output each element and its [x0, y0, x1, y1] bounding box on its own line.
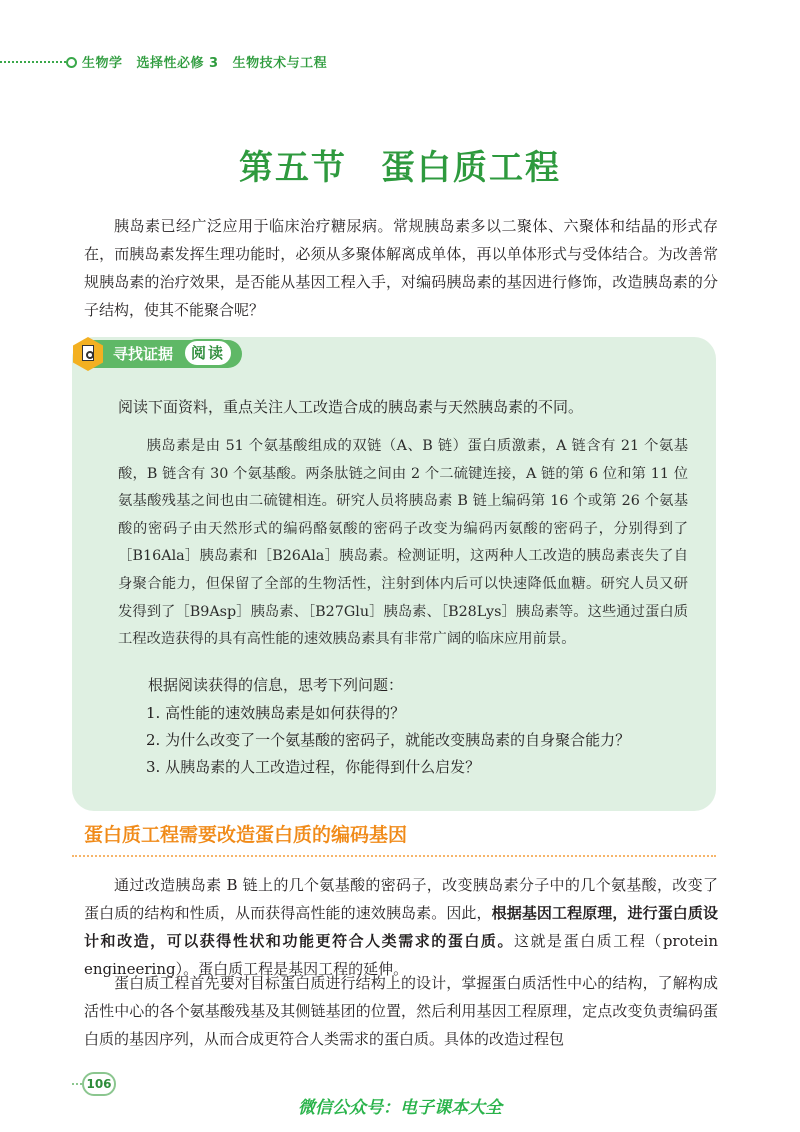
body-p1-end: 这就是蛋白质工程（protein engineering）。蛋白质工程是基因工程的延伸。 [84, 932, 718, 978]
intro-paragraph: 胰岛素已经广泛应用于临床治疗糖尿病。常规胰岛素多以二聚体、六聚体和结晶的形式存在，而胰岛素发挥生理功能时，必须从多聚体解离成单体，再以单体形式与受体结合。为改善常规胰岛素的治疗效果，是否能从基因工程入手，对编码胰岛素的基因进行修饰，改造胰岛素的分子结构，使其不能聚合呢？ [84, 217, 718, 319]
body-paragraph-1 [84, 871, 718, 983]
footer-watermark: 微信公众号：电子课本大全 [298, 1098, 502, 1118]
box-question-2: 2. 为什么改变了一个氨基酸的密码子，就能改变胰岛素的自身聚合能力？ [146, 731, 631, 749]
section-heading: 蛋白质工程需要改造蛋白质的编码基因 [84, 824, 408, 846]
header-dotted-rule [0, 61, 66, 63]
box-question-3: 3. 从胰岛素的人工改造过程，你能得到什么启发？ [146, 758, 481, 776]
header-circle-marker [66, 57, 77, 68]
body-p1-start: 通过改造胰岛素 B 链上的几个氨基酸的密码子，改变胰岛素分子中的几个氨基酸，改变了蛋白质的结构和性质，从而获得高性能的速效胰岛素。因此， [84, 876, 718, 922]
box-instruction: 阅读下面资料，重点关注人工改造合成的胰岛素与天然胰岛素的不同。 [118, 398, 584, 416]
header-module: 生物技术与工程 [232, 56, 328, 71]
page-title [0, 140, 800, 189]
box-label-badge: 阅读 [183, 339, 233, 367]
box-question-1: 1. 高性能的速效胰岛素是如何获得的？ [146, 704, 406, 722]
box-label: 寻找证据 [113, 345, 174, 363]
page-number-rule [72, 1083, 82, 1085]
section-dotted-rule [72, 855, 716, 857]
header-subject: 生物学 [82, 56, 123, 71]
header-book: 选择性必修 3 [136, 56, 219, 71]
box-prompt: 根据阅读获得的信息，思考下列问题： [148, 676, 404, 694]
title-topic: 蛋白质工程 [381, 148, 561, 188]
page-number: 106 [82, 1072, 116, 1096]
title-section-number: 第五节 [239, 148, 347, 188]
body-p1-emphasis: 根据基因工程原理，进行蛋白质设计和改造，可以获得性状和功能更符合人类需求的蛋白质。 [84, 904, 718, 950]
running-header [82, 52, 341, 71]
box-reading-text: 胰岛素是由 51 个氨基酸组成的双链（A、B 链）蛋白质激素，A 链含有 21 个氨基酸，B 链含有 30 个氨基酸。两条肽链之间由 2 个二硫键连接，A 链的第 6 位和第 11 位氨基酸残基之间也由二硫键相连。研究人员将胰岛素 B 链上编码第 16 个或第 26 个氨基酸的密码子由天然形式的编码酪氨酸的密码子改变为编码丙氨酸的密码子，分别得到了［B16Ala］胰岛素和［B26Ala］胰岛素。检测证明，这两种人工改造的胰岛素丧失了自身聚合能力，但保留了全部的生物活性，注射到体内后可以快速降低血糖。研究人员又研发得到了［B9Asp］胰岛素、［B27Glu］胰岛素、［B28Lys］胰岛素等。这些通过蛋白质工程改造获得的具有高性能的速效胰岛素具有非常广阔的临床应用前景。 [118, 438, 688, 648]
body-paragraph-2: 蛋白质工程首先要对目标蛋白质进行结构上的设计，掌握蛋白质活性中心的结构，了解构成活性中心的各个氨基酸残基及其侧链基团的位置，然后利用基因工程原理，定点改变负责编码蛋白质的基因序列，从而合成更符合人类需求的蛋白质。具体的改造过程包 [84, 974, 718, 1048]
